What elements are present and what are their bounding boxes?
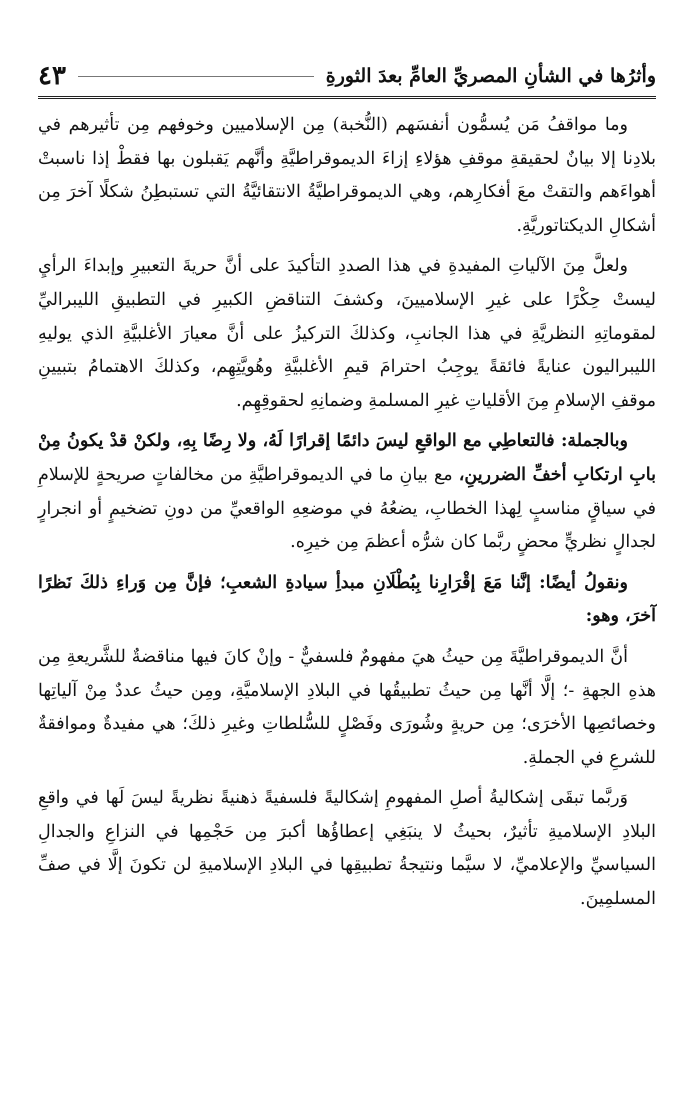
paragraph-4: ونقولُ أيضًا: إنَّنا مَعَ إقْرَارِنا بِبُطْلَانِ مبدأِ سيادةِ الشعبِ؛ فإنَّ مِن وَراءِ ذلكَ نَظرًا آخرَ، وهو:: [38, 572, 656, 627]
paragraph-3-rest: مع بيانِ ما في الديموقراطيَّةِ من مخالفاتٍ صريحةٍ للإسلامِ في سياقٍ مناسبٍ لِهذا الخطابِ، يضعُهُ في موضعِهِ الواقعيِّ من دونِ تضخيمٍ أو انجرارٍ لجدالٍ نظريٍّ محضٍ ربَّما كان شرُّه أعظمَ مِن خيرِه.: [38, 464, 656, 553]
paragraph-2: ولعلَّ مِنَ الآلياتِ المفيدةِ في هذا الصددِ التأكيدَ على أنَّ حريةَ التعبيرِ وإبداءَ الرأيِ ليستْ حِكْرًا على غيرِ الإسلاميينَ، وكشفَ التناقضِ الكبيرِ في التطبيقِ الليبراليِّ لمقوماتِهِ النظريَّةِ في هذا الجانبِ، وكذلكَ التركيزُ على أنَّ معيارَ الأغلبيَّةِ الذي يوليهِ الليبراليون عنايةً فائقةً يوجِبُ احترامَ قيمِ الأغلبيَّةِ وهُويَّتِهِم، وكذلكَ الاهتمامُ بتبيينِ موقفِ الإسلامِ مِنَ الأقلياتِ غيرِ المسلمةِ وضمانِهِ لحقوقِهِم.: [38, 256, 656, 411]
paragraph-5: أنَّ الديموقراطيَّةَ مِن حيثُ هيَ مفهومٌ فلسفيٌّ - وإنْ كانَ فيها مناقضةٌ للشَّريعةِ مِن هذهِ الجهةِ -؛ إلَّا أنَّها مِن حيثُ تطبيقُها في البلادِ الإسلاميَّةِ، ومِن حيثُ عددٌ مِنْ آلياتِها وخصائصِها الأخرَى؛ مِن حريةٍ وشُورَى وفَصْلٍ للسُّلطاتِ وغيرِ ذلكَ؛ هي مفيدةٌ وموافقةٌ للشرعِ في الجملةِ.: [38, 646, 657, 768]
header-rule: [78, 76, 314, 77]
page-number: ٤٣: [38, 61, 66, 91]
paragraph-6: وَربَّما تبقَى إشكاليةُ أصلِ المفهومِ إشكاليةً فلسفيةً ذهنيةً نظريةً ليسَ لَها في واقعِ البلادِ الإسلاميةِ تأثيرٌ، بحيثُ لا ينبَغِي إعطاؤُها أكبرَ مِن حَجْمِها في النزاعِ والجدالِ السياسيِّ والإعلاميِّ، لا سيَّما ونتيجةُ تطبيقِها في البلادِ الإسلاميةِ لن تكونَ إلَّا في صفِّ المسلمِينَ.: [38, 788, 656, 910]
page-header: [38, 56, 656, 99]
book-page: [38, 56, 656, 1075]
paragraph-3: [38, 425, 656, 559]
paragraph-1: وما مواقفُ مَن يُسمُّون أنفسَهم (النُّخبة) مِن الإسلاميين وخوفهم مِن تأثيرهم في بلادِنا إلا بيانٌ لحقيقةِ موقفِ هؤلاءِ إزاءَ الديموقراطيَّةِ وأنَّهم يَقبلون بها فقطْ إذا ناسبتْ أهواءَهم والتقتْ معَ أفكارِهم، وهي الديموقراطيَّةُ الانتقائيَّةُ التي تستبطِنُ شكلًا آخرَ مِن أشكالِ الديكتاتوريَّةِ.: [38, 115, 657, 236]
paragraph-3-bold: وبالجملة: فالتعاطِي مع الواقعِ ليسَ دائمًا إقرارًا لَهُ، ولا رِضًا بِهِ، ولكنْ قدْ يكونُ مِنْ بابِ ارتكابِ أخفِّ الضررينِ،: [38, 431, 656, 485]
running-title: وأثرُها في الشأنِ المصريِّ العامِّ بعدَ الثورةِ: [325, 65, 656, 87]
body-text: [38, 109, 656, 917]
